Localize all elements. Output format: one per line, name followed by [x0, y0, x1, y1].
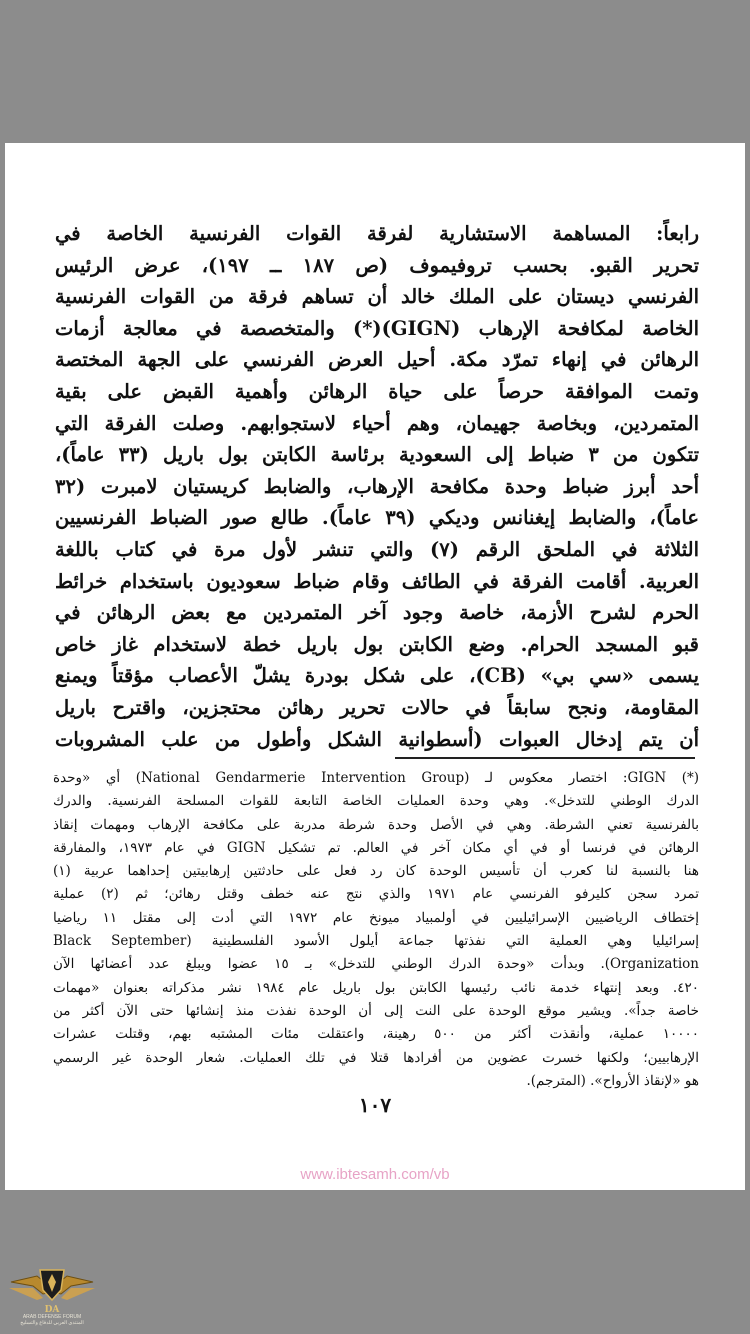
body-line: العربية. أقامت الفرقة في الطائف وقام ضباط سعوديون باستخدام خرائط: [55, 569, 699, 593]
footnote-line: تمرد سجن كليرفو الفرنسي عام ١٩٧١ والذي نتج عنه خطف وقتل رهائن؛ ثم (٢) عملية: [53, 886, 699, 903]
footnote-line: هو «لإنقاذ الأرواح». (المترجم).: [526, 1072, 699, 1089]
body-line: تحرير القبو. بحسب تروفيموف (ص ١٨٧ ــ ١٩٧)، عرض الرئيس: [55, 253, 699, 277]
logo-name: ARAB DEFENSE FORUM: [22, 1314, 82, 1320]
body-line: الثلاثة في الملحق الرقم (٧) والتي تنشر لأول مرة في كتاب باللغة: [55, 537, 699, 561]
watermark-link[interactable]: www.ibtesamh.com/vb: [300, 1166, 450, 1183]
body-paragraph: [55, 218, 699, 755]
forum-logo: [4, 1262, 100, 1334]
footnote-divider: [395, 757, 695, 759]
footnote-line: خاصة جداً». ويشير موقع الوحدة على النت إلى أن الوحدة نفذت منذ إنشائها حتى الآن أكثر من: [53, 1002, 699, 1019]
body-line: أن يتم إدخال العبوات (أسطوانية الشكل وأطول من علب المشروبات: [55, 727, 699, 751]
footnote-line: إختطاف الرياضيين الإسرائيليين في أولمبياد ميونخ عام ١٩٧٢ التي أدت إلى مقتل ١١ رياضيا: [53, 909, 699, 926]
body-line: رابعاً: المساهمة الاستشارية لفرقة القوات الفرنسية الخاصة في: [55, 222, 699, 245]
page-number: ١٠٧: [358, 1093, 392, 1117]
footnote-line: بالفرنسية تعني الشرطة. وهي في الأصل وحدة شرطة مدربة على مكافحة الإرهاب ومهمات إنقاذ: [53, 816, 699, 833]
footnote-line: الرهائن في فرنسا أو في أي مكان آخر في العالم. تم تشكيل GIGN في عام ١٩٧٣، والمفارقة: [53, 839, 699, 856]
footnote-line: ١٠٠٠٠ عملية، وأنقذت أكثر من ٥٠٠ رهينة، واعتقلت مئات المشتبه بهم، وقتلت عشرات: [53, 1026, 699, 1043]
body-line: الخاصة لمكافحة الإرهاب (GIGN)(*) والمتخصصة في معالجة أزمات: [55, 316, 699, 340]
logo-arabic-name: المنتدى العربي للدفاع والتسليح: [20, 1320, 84, 1326]
body-line: الرهائن في إنهاء تمرّد مكة. أحيل العرض الفرنسي على الجهة المختصة: [55, 348, 699, 372]
eagle-emblem-icon: [7, 1262, 97, 1314]
body-line: المقاومة، ونجح سابقاً في حالات تحرير رهائن محتجزين، واقترح باريل: [55, 695, 699, 719]
body-line: تتكون من ٣ ضباط إلى السعودية برئاسة الكابتن بول باريل (٣٣ عاماً)،: [55, 443, 699, 467]
footnote-line: إسرائيليا وهي العملية التي نفذتها جماعة أيلول الأسود الفلسطينية (Black September: [53, 933, 699, 950]
body-line: قبو المسجد الحرام. وضع الكابتن بول باريل خطة لاستخدام غاز خاص: [55, 632, 699, 656]
footnote: [53, 767, 699, 1093]
footnote-line: (*) GIGN: اختصار معكوس لـ (National Gendarmerie Intervention Group) أي «وحدة: [53, 770, 699, 786]
footnote-line: الدرك الوطني للتدخل». وهي وحدة العمليات الخاصة التابعة للقوات المسلحة الفرنسية. والدرك: [53, 793, 699, 810]
footnote-line: ٤٢٠. وبعد إنتهاء خدمة نائب رئيسها الكابتن بول باريل عام ١٩٨٤ نشر مذكراته بعنوان «مهمات: [53, 979, 699, 996]
footnote-line: هنا بالنسبة لنا كعرب أن تأسيس الوحدة كان رد فعل على حادثتين إرهابيتين إحداهما عربية (١): [53, 863, 699, 880]
body-line: يسمى «سي بي» (CB)، على شكل بودرة يشلّ الأعصاب مؤقتاً ويمنع: [55, 664, 699, 688]
body-line: الحرم لشرح الأزمة، خاصة وجود آخر المتمردين مع بعض الرهائن في: [55, 601, 699, 625]
body-line: أحد أبرز ضباط وحدة مكافحة الإرهاب، والضابط كريستيان لامبرت (٣٢: [55, 474, 699, 498]
body-line: المتمردين، وبخاصة جهيمان، وهم أحياء لاستجوابهم. وصلت الفرقة التي: [55, 411, 699, 435]
logo-initials: DA: [44, 1305, 60, 1314]
body-line: وتمت الموافقة حرصاً على حياة الرهائن وأهمية القبض على بقية: [55, 379, 699, 403]
footnote-line: الإرهابيين؛ ولكنها خسرت عضوين من أفرادها قتلا في تلك العمليات. شعار الوحدة غير الرسمي: [53, 1049, 699, 1066]
book-page: [5, 143, 745, 1190]
footnote-line: Organization). وبدأت «وحدة الدرك الوطني للتدخل» بـ ١٥ عضوا ويبلغ عدد أعضائها الآن: [53, 956, 699, 973]
body-line: عاماً)، والضابط إيغنانس وديكي (٣٩ عاماً). طالع صور الضباط الفرنسيين: [55, 506, 699, 530]
body-line: الفرنسي ديستان على الملك خالد أن تساهم فرقة من القوات الفرنسية: [55, 285, 699, 309]
